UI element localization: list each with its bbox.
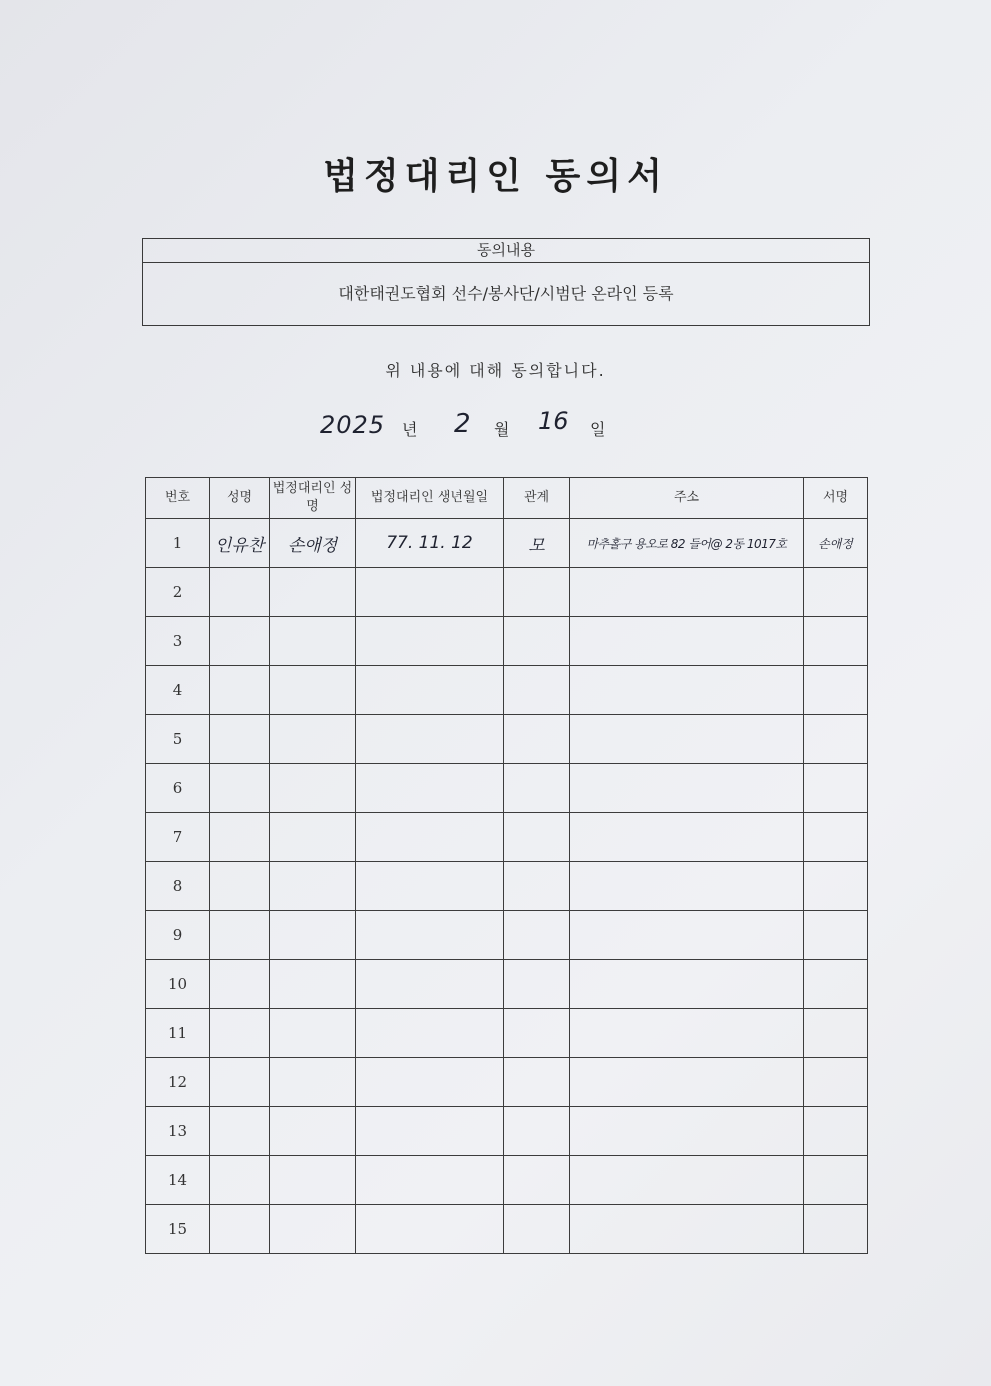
cell-relation (504, 715, 570, 764)
cell-address (570, 1107, 804, 1156)
cell-guardian-name (270, 1009, 356, 1058)
date-line (320, 405, 640, 445)
cell-name (210, 960, 270, 1009)
cell-relation (504, 1058, 570, 1107)
table-row (146, 764, 868, 813)
cell-guardian-name (270, 1107, 356, 1156)
cell-guardian-name (270, 764, 356, 813)
cell-signature (804, 715, 868, 764)
cell-guardian-birth (356, 1058, 504, 1107)
header-address: 주소 (570, 478, 804, 519)
consent-box (142, 238, 870, 326)
cell-name (210, 1156, 270, 1205)
cell-guardian-birth (356, 862, 504, 911)
cell-relation (504, 764, 570, 813)
cell-name (210, 1058, 270, 1107)
cell-guardian-birth (356, 1107, 504, 1156)
table-row (146, 666, 868, 715)
table-row (146, 1205, 868, 1254)
header-no: 번호 (146, 478, 210, 519)
cell-name (210, 764, 270, 813)
cell-signature (804, 862, 868, 911)
cell-name (210, 568, 270, 617)
cell-name (210, 911, 270, 960)
date-year-label: 년 (402, 420, 418, 439)
cell-address (570, 1058, 804, 1107)
consent-header: 동의내용 (143, 239, 869, 263)
table-row (146, 813, 868, 862)
header-guardian-birth: 법정대리인 생년월일 (356, 478, 504, 519)
cell-guardian-name (270, 862, 356, 911)
cell-relation (504, 960, 570, 1009)
cell-signature (804, 1009, 868, 1058)
cell-no: 2 (146, 568, 210, 617)
cell-relation: 모 (504, 519, 570, 568)
date-year: 2025 (320, 411, 386, 439)
cell-signature (804, 911, 868, 960)
cell-no: 5 (146, 715, 210, 764)
cell-signature (804, 617, 868, 666)
cell-relation (504, 1156, 570, 1205)
table-row (146, 911, 868, 960)
cell-guardian-birth: 77. 11. 12 (356, 519, 504, 568)
cell-signature (804, 568, 868, 617)
cell-name (210, 813, 270, 862)
cell-address (570, 666, 804, 715)
table-row (146, 1009, 868, 1058)
cell-name (210, 617, 270, 666)
cell-no: 9 (146, 911, 210, 960)
table-row (146, 715, 868, 764)
cell-name: 인유찬 (210, 519, 270, 568)
cell-name (210, 862, 270, 911)
cell-address (570, 1009, 804, 1058)
cell-guardian-name (270, 911, 356, 960)
cell-no: 8 (146, 862, 210, 911)
document-title: 법정대리인 동의서 (323, 156, 668, 197)
cell-guardian-birth (356, 813, 504, 862)
header-name: 성명 (210, 478, 270, 519)
cell-address (570, 1156, 804, 1205)
cell-address (570, 911, 804, 960)
header-relation: 관계 (504, 478, 570, 519)
table-row (146, 1156, 868, 1205)
cell-no: 15 (146, 1205, 210, 1254)
cell-relation (504, 1205, 570, 1254)
header-signature: 서명 (804, 478, 868, 519)
cell-guardian-name (270, 813, 356, 862)
cell-guardian-name: 손애정 (270, 519, 356, 568)
cell-guardian-birth (356, 617, 504, 666)
table-header-row (146, 478, 868, 519)
cell-signature (804, 764, 868, 813)
cell-guardian-name (270, 617, 356, 666)
table-body (146, 519, 868, 1254)
cell-name (210, 1107, 270, 1156)
cell-guardian-name (270, 568, 356, 617)
cell-address (570, 617, 804, 666)
date-day-label: 일 (590, 420, 606, 439)
cell-no: 3 (146, 617, 210, 666)
cell-relation (504, 862, 570, 911)
cell-signature (804, 666, 868, 715)
cell-name (210, 1205, 270, 1254)
cell-relation (504, 568, 570, 617)
cell-address (570, 960, 804, 1009)
table-row (146, 617, 868, 666)
cell-address: 마추홀구 용오로 82 들어@ 2동 1017호 (570, 519, 804, 568)
table-row (146, 1058, 868, 1107)
table-row (146, 568, 868, 617)
cell-guardian-birth (356, 1205, 504, 1254)
cell-relation (504, 813, 570, 862)
date-month: 2 (454, 409, 471, 439)
cell-signature (804, 1058, 868, 1107)
cell-guardian-birth (356, 666, 504, 715)
cell-signature (804, 813, 868, 862)
cell-guardian-birth (356, 960, 504, 1009)
cell-no: 7 (146, 813, 210, 862)
cell-guardian-birth (356, 1009, 504, 1058)
cell-signature (804, 960, 868, 1009)
cell-address (570, 813, 804, 862)
cell-guardian-birth (356, 911, 504, 960)
cell-address (570, 715, 804, 764)
table-row (146, 519, 868, 568)
cell-guardian-name (270, 1058, 356, 1107)
cell-address (570, 862, 804, 911)
cell-address (570, 1205, 804, 1254)
date-month-label: 월 (494, 420, 510, 439)
agreement-statement: 위 내용에 대해 동의합니다. (385, 361, 606, 380)
cell-relation (504, 1009, 570, 1058)
table-row (146, 862, 868, 911)
cell-no: 6 (146, 764, 210, 813)
cell-address (570, 568, 804, 617)
cell-signature (804, 1156, 868, 1205)
cell-guardian-name (270, 960, 356, 1009)
cell-guardian-birth (356, 568, 504, 617)
cell-signature (804, 1107, 868, 1156)
cell-no: 11 (146, 1009, 210, 1058)
cell-name (210, 1009, 270, 1058)
header-guardian-name: 법정대리인 성명 (270, 478, 356, 519)
cell-guardian-name (270, 1205, 356, 1254)
cell-no: 1 (146, 519, 210, 568)
cell-address (570, 764, 804, 813)
cell-name (210, 666, 270, 715)
cell-no: 4 (146, 666, 210, 715)
cell-relation (504, 617, 570, 666)
cell-no: 12 (146, 1058, 210, 1107)
cell-guardian-name (270, 715, 356, 764)
cell-relation (504, 666, 570, 715)
cell-guardian-name (270, 1156, 356, 1205)
cell-guardian-birth (356, 764, 504, 813)
table-row (146, 1107, 868, 1156)
registration-table (145, 477, 868, 1254)
cell-no: 10 (146, 960, 210, 1009)
cell-signature: 손애정 (804, 519, 868, 568)
cell-name (210, 715, 270, 764)
consent-content: 대한태권도협회 선수/봉사단/시범단 온라인 등록 (338, 284, 674, 303)
cell-signature (804, 1205, 868, 1254)
cell-guardian-birth (356, 1156, 504, 1205)
cell-no: 13 (146, 1107, 210, 1156)
date-day: 16 (538, 407, 569, 435)
cell-relation (504, 911, 570, 960)
cell-guardian-name (270, 666, 356, 715)
table-row (146, 960, 868, 1009)
cell-no: 14 (146, 1156, 210, 1205)
cell-relation (504, 1107, 570, 1156)
cell-guardian-birth (356, 715, 504, 764)
